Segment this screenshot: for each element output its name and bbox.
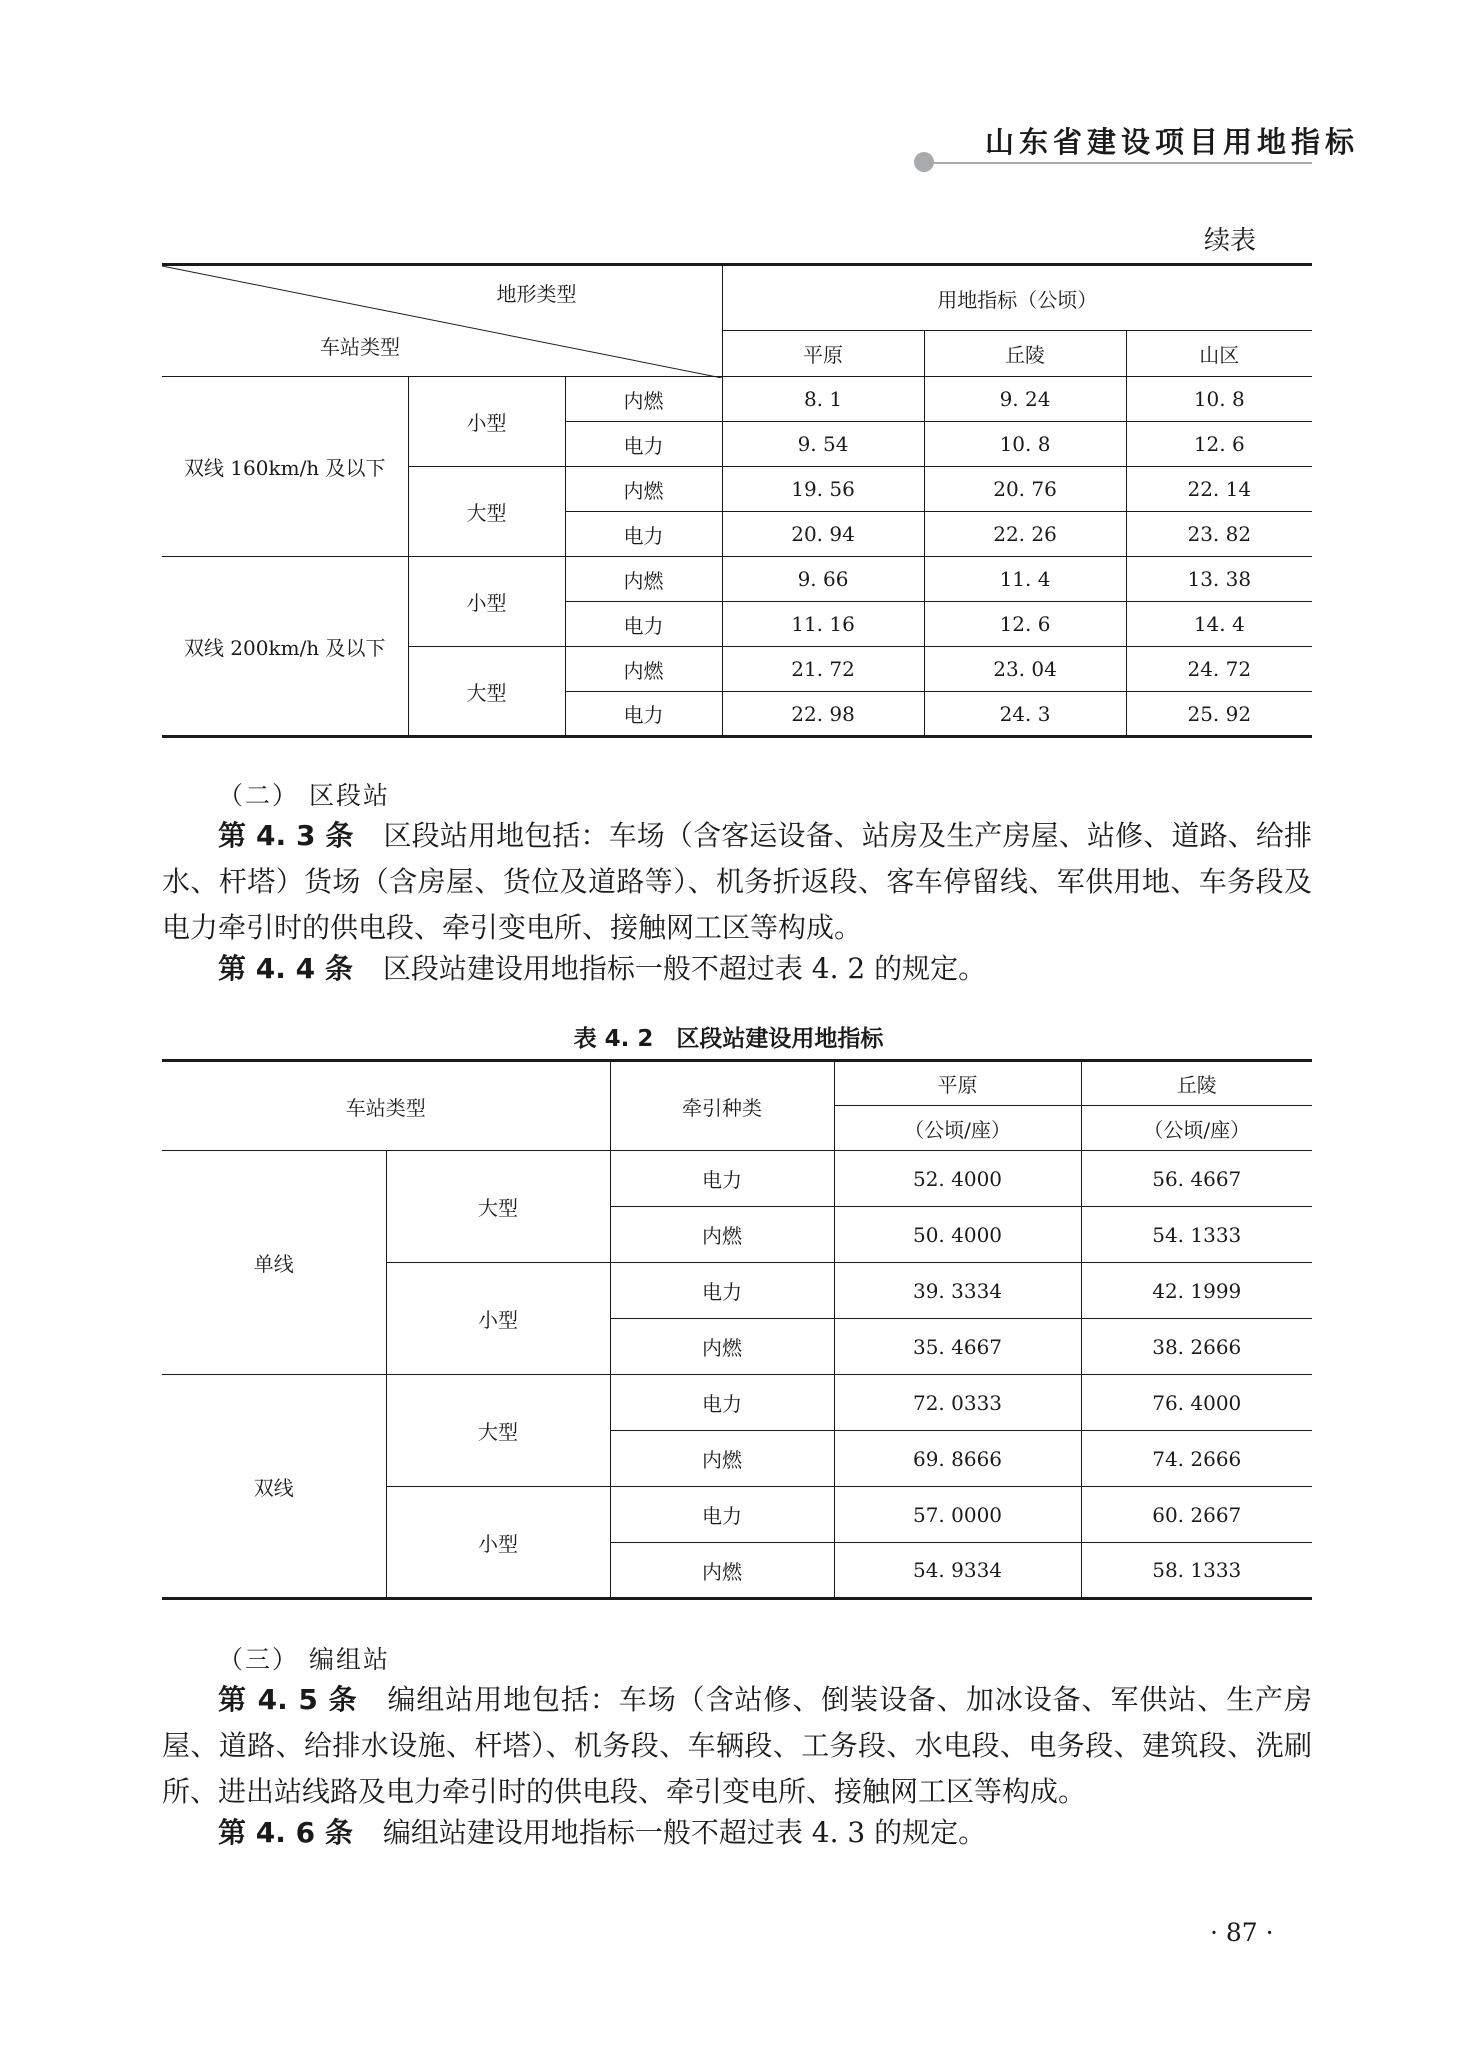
article-number: 第 4. 3 条 <box>218 819 354 852</box>
station-size-cell: 小型 <box>408 377 565 467</box>
value-cell: 8. 1 <box>722 377 924 422</box>
value-cell: 20. 76 <box>924 467 1126 512</box>
station-size-cell: 大型 <box>386 1151 610 1263</box>
value-cell: 50. 4000 <box>834 1207 1081 1263</box>
line-type-cell: 双线 200km/h 及以下 <box>162 557 408 737</box>
table-row <box>162 1375 1312 1431</box>
paragraph-text: 编组站用地包括：车场（含站修、倒装设备、加冰设备、军供站、生产房屋、道路、给排水设施、杆塔）、机务段、车辆段、工务段、水电段、电务段、建筑段、洗刷所、进出站线路及电力牵引时的供电段、牵引变电所、接触网工区等构成。 <box>162 1683 1312 1808</box>
value-cell: 76. 4000 <box>1081 1375 1312 1431</box>
col-header: 山区 <box>1126 331 1312 377</box>
value-cell: 14. 4 <box>1126 602 1312 647</box>
value-cell: 52. 4000 <box>834 1151 1081 1207</box>
value-cell: 24. 72 <box>1126 647 1312 692</box>
value-cell: 10. 8 <box>1126 377 1312 422</box>
value-cell: 69. 8666 <box>834 1431 1081 1487</box>
value-cell: 20. 94 <box>722 512 924 557</box>
station-size-cell: 大型 <box>408 467 565 557</box>
page-number: · 87 · <box>1210 1918 1274 1947</box>
traction-cell: 电力 <box>565 422 722 467</box>
col-header: 丘陵 <box>924 331 1126 377</box>
value-cell: 22. 26 <box>924 512 1126 557</box>
article-number: 第 4. 6 条 <box>218 1816 353 1849</box>
line-type-cell: 双线 <box>162 1375 386 1599</box>
paragraph-text: 区段站建设用地指标一般不超过表 4. 2 的规定。 <box>382 952 987 985</box>
traction-cell: 内燃 <box>565 647 722 692</box>
traction-cell: 电力 <box>565 602 722 647</box>
diag-header-station: 车站类型 <box>320 335 400 359</box>
traction-cell: 电力 <box>610 1263 834 1319</box>
diagonal-line <box>162 266 722 378</box>
value-cell: 10. 8 <box>924 422 1126 467</box>
article-number: 第 4. 4 条 <box>218 952 353 985</box>
value-cell: 56. 4667 <box>1081 1151 1312 1207</box>
station-size-cell: 大型 <box>386 1375 610 1487</box>
table-row <box>162 377 1312 422</box>
value-cell: 42. 1999 <box>1081 1263 1312 1319</box>
value-cell: 24. 3 <box>924 692 1126 737</box>
continued-label: 续表 <box>1204 226 1257 256</box>
value-cell: 60. 2667 <box>1081 1487 1312 1543</box>
value-cell: 13. 38 <box>1126 557 1312 602</box>
paragraph <box>162 1677 1312 1815</box>
table-caption: 表 4. 2 区段站建设用地指标 <box>573 1026 884 1052</box>
station-size-cell: 小型 <box>408 557 565 647</box>
station-size-cell: 小型 <box>386 1487 610 1599</box>
traction-cell: 内燃 <box>610 1207 834 1263</box>
traction-cell: 内燃 <box>565 557 722 602</box>
traction-cell: 内燃 <box>610 1543 834 1599</box>
value-cell: 57. 0000 <box>834 1487 1081 1543</box>
value-cell: 58. 1333 <box>1081 1543 1312 1599</box>
traction-cell: 电力 <box>565 512 722 557</box>
value-cell: 22. 14 <box>1126 467 1312 512</box>
table-continued <box>162 263 1312 738</box>
value-cell: 11. 16 <box>722 602 924 647</box>
section-heading: （三） 编组站 <box>218 1645 390 1674</box>
paragraph <box>162 813 1312 951</box>
traction-cell: 电力 <box>610 1151 834 1207</box>
book-title: 山东省建设项目用地指标 <box>985 125 1360 159</box>
value-cell: 25. 92 <box>1126 692 1312 737</box>
value-cell: 11. 4 <box>924 557 1126 602</box>
paragraph <box>162 946 1312 992</box>
value-cell: 12. 6 <box>1126 422 1312 467</box>
traction-cell: 电力 <box>610 1375 834 1431</box>
line-type-cell: 双线 160km/h 及以下 <box>162 377 408 557</box>
header-station-type: 车站类型 <box>162 1061 610 1151</box>
traction-cell: 电力 <box>610 1487 834 1543</box>
value-cell: 38. 2666 <box>1081 1319 1312 1375</box>
value-cell: 39. 3334 <box>834 1263 1081 1319</box>
article-number: 第 4. 5 条 <box>218 1683 358 1716</box>
paragraph-text: 区段站用地包括：车场（含客运设备、站房及生产房屋、站修、道路、给排水、杆塔）货场（含房屋、货位及道路等）、机务折返段、客车停留线、军供用地、车务段及电力牵引时的供电段、牵引变电所、接触网工区等构成。 <box>162 819 1312 944</box>
traction-cell: 电力 <box>565 692 722 737</box>
col-header: 丘陵 <box>1081 1061 1312 1106</box>
unit-header: （公顷/座） <box>834 1106 1081 1151</box>
value-cell: 19. 56 <box>722 467 924 512</box>
unit-header: （公顷/座） <box>1081 1106 1312 1151</box>
station-size-cell: 小型 <box>386 1263 610 1375</box>
diag-header-terrain: 地形类型 <box>496 282 577 306</box>
traction-cell: 内燃 <box>610 1431 834 1487</box>
paragraph-text: 编组站建设用地指标一般不超过表 4. 3 的规定。 <box>382 1816 987 1849</box>
header-traction: 牵引种类 <box>610 1061 834 1151</box>
station-size-cell: 大型 <box>408 647 565 737</box>
paragraph <box>162 1810 1312 1856</box>
section-heading: （二） 区段站 <box>218 781 390 810</box>
value-cell: 35. 4667 <box>834 1319 1081 1375</box>
value-cell: 23. 82 <box>1126 512 1312 557</box>
value-cell: 12. 6 <box>924 602 1126 647</box>
header-rule <box>934 162 1312 164</box>
value-cell: 9. 54 <box>722 422 924 467</box>
traction-cell: 内燃 <box>610 1319 834 1375</box>
index-header: 用地指标（公顷） <box>722 265 1312 331</box>
value-cell: 54. 9334 <box>834 1543 1081 1599</box>
table-row <box>162 557 1312 602</box>
traction-cell: 内燃 <box>565 377 722 422</box>
value-cell: 23. 04 <box>924 647 1126 692</box>
col-header: 平原 <box>722 331 924 377</box>
table-4-2 <box>162 1059 1312 1600</box>
value-cell: 21. 72 <box>722 647 924 692</box>
value-cell: 74. 2666 <box>1081 1431 1312 1487</box>
table-row <box>162 1151 1312 1207</box>
line-type-cell: 单线 <box>162 1151 386 1375</box>
value-cell: 54. 1333 <box>1081 1207 1312 1263</box>
header-dot <box>914 152 934 172</box>
diagonal-header-cell <box>162 265 722 377</box>
value-cell: 9. 66 <box>722 557 924 602</box>
col-header: 平原 <box>834 1061 1081 1106</box>
traction-cell: 内燃 <box>565 467 722 512</box>
value-cell: 72. 0333 <box>834 1375 1081 1431</box>
value-cell: 9. 24 <box>924 377 1126 422</box>
value-cell: 22. 98 <box>722 692 924 737</box>
